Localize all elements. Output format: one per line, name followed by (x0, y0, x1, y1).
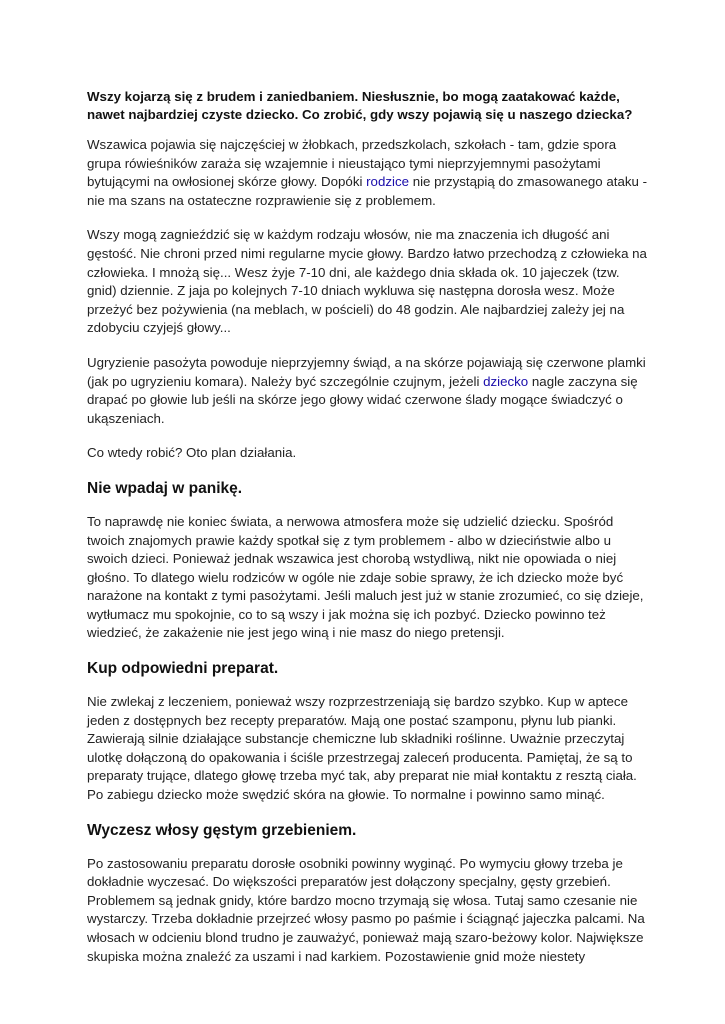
paragraph-lice-biology: Wszy mogą zagnieździć się w każdym rodzaju włosów, nie ma znaczenia ich długość ani gęstość. Nie chroni przed nimi regularne mycie głowy. Bardzo łatwo przechodzą z człowieka na człowieka. I mnożą się... Wesz żyje 7-10 dni, ale każdego dnia składa ok. 10 jajeczek (tzw. gnid) dziennie. Z jaja po kolejnych 7-10 dniach wykluwa się następna dorosła wesz. Może przeżyć bez pożywienia (na meblach, w pościeli) do 48 godzin. Ale najbardziej zależy jej na zdobyciu czyjejś głowy... (87, 227, 647, 336)
heading-buy-product: Kup odpowiedni preparat. (87, 660, 279, 678)
paragraph-comb-hair: Po zastosowaniu preparatu dorosłe osobniki powinny wyginąć. Po wymyciu głowy trzeba je dokładnie wyczesać. Do większości preparatów jest dołączony specjalny, gęsty grzebień. Problemem są jednak gnidy, które bardzo mocno trzymają się włosa. Tutaj samo czesanie nie wystarczy. Trzeba dokładnie przejrzeć włosy pasmo po paśmie i ściągnąć jajeczka palcami. Na włosach w odcieniu blond trudno je zauważyć, ponieważ mają szaro-beżowy kolor. Największe skupiska można znaleźć za uszami i nad karkiem. Pozostawienie gnid może niestety (87, 855, 645, 964)
paragraph-text: nie przystąpią do zmasowanego ataku - nie ma szans na ostateczne rozprawienie się z problemem. (87, 174, 647, 208)
paragraph-buy-product: Nie zwlekaj z leczeniem, ponieważ wszy rozprzestrzeniają się bardzo szybko. Kup w aptece jeden z dostępnych bez recepty preparatów. Mają one postać szamponu, płynu lub pianki. Zawierają silnie działające substancje chemiczne lub składniki roślinne. Uważnie przeczytaj ulotkę dołączoną do opakowania i ściśle przestrzegaj zaleceń producenta. Pamiętaj, że są to preparaty trujące, dlatego głowę trzeba myć tak, aby preparat nie miał kontaktu z resztą ciała. Po zabiegu dziecko może swędzić skóra na głowie. To normalne i powinno samo minąć. (87, 694, 637, 803)
paragraph-text: nagle zaczyna się drapać po głowie lub jeśli na skórze jego głowy widać czerwone ślady mogące świadczyć o ukąszeniach. (87, 373, 638, 426)
paragraph-intro (87, 136, 647, 210)
heading-no-panic: Nie wpadaj w panikę. (87, 479, 243, 497)
link-rodzice[interactable]: rodzice (366, 174, 409, 190)
link-dziecko[interactable]: dziecko (483, 373, 529, 389)
article-body (87, 88, 647, 982)
heading-comb-hair: Wyczesz włosy gęstym grzebieniem. (87, 821, 357, 839)
paragraph-no-panic: To naprawdę nie koniec świata, a nerwowa atmosfera może się udzielić dziecku. Spośród twoich znajomych prawie każdy spotkał się z tym problemem - albo w dzieciństwie albo u swoich dzieci. Ponieważ jednak wszawica jest chorobą wstydliwą, nikt nie opowiada o niej głośno. To dlatego wielu rodziców w ogóle nie zdaje sobie sprawy, że ich dziecko może być narażone na kontakt z tymi pasożytami. Jeśli maluch jest już w stanie zrozumieć, co się dzieje, wytłumacz mu spokojnie, co to są wszy i jak można się ich pozbyć. Dziecko powinno też wiedzieć, że zakażenie nie jest jego winą i nie masz do niego pretensji. (87, 513, 644, 641)
lead-paragraph: Wszy kojarzą się z brudem i zaniedbaniem. Niesłusznie, bo mogą zaatakować każde, nawet najbardziej czyste dziecko. Co zrobić, gdy wszy pojawią się u naszego dziecka? (87, 89, 633, 122)
paragraph-text: Ugryzienie pasożyta powoduje nieprzyjemny świąd, a na skórze pojawiają się czerwone plamki (jak po ugryzieniu komara). Należy być szczególnie czujnym, jeżeli (87, 354, 646, 389)
paragraph-symptoms (87, 354, 647, 428)
paragraph-text: Wszawica pojawia się najczęściej w żłobkach, przedszkolach, szkołach - tam, gdzie spora grupa rówieśników zaraża się wzajemnie i nieustająco tymi nieprzyjemnymi pasożytami bytującymi na owłosionej skórze głowy. Dopóki (87, 137, 617, 190)
paragraph-plan: Co wtedy robić? Oto plan działania. (87, 445, 297, 461)
